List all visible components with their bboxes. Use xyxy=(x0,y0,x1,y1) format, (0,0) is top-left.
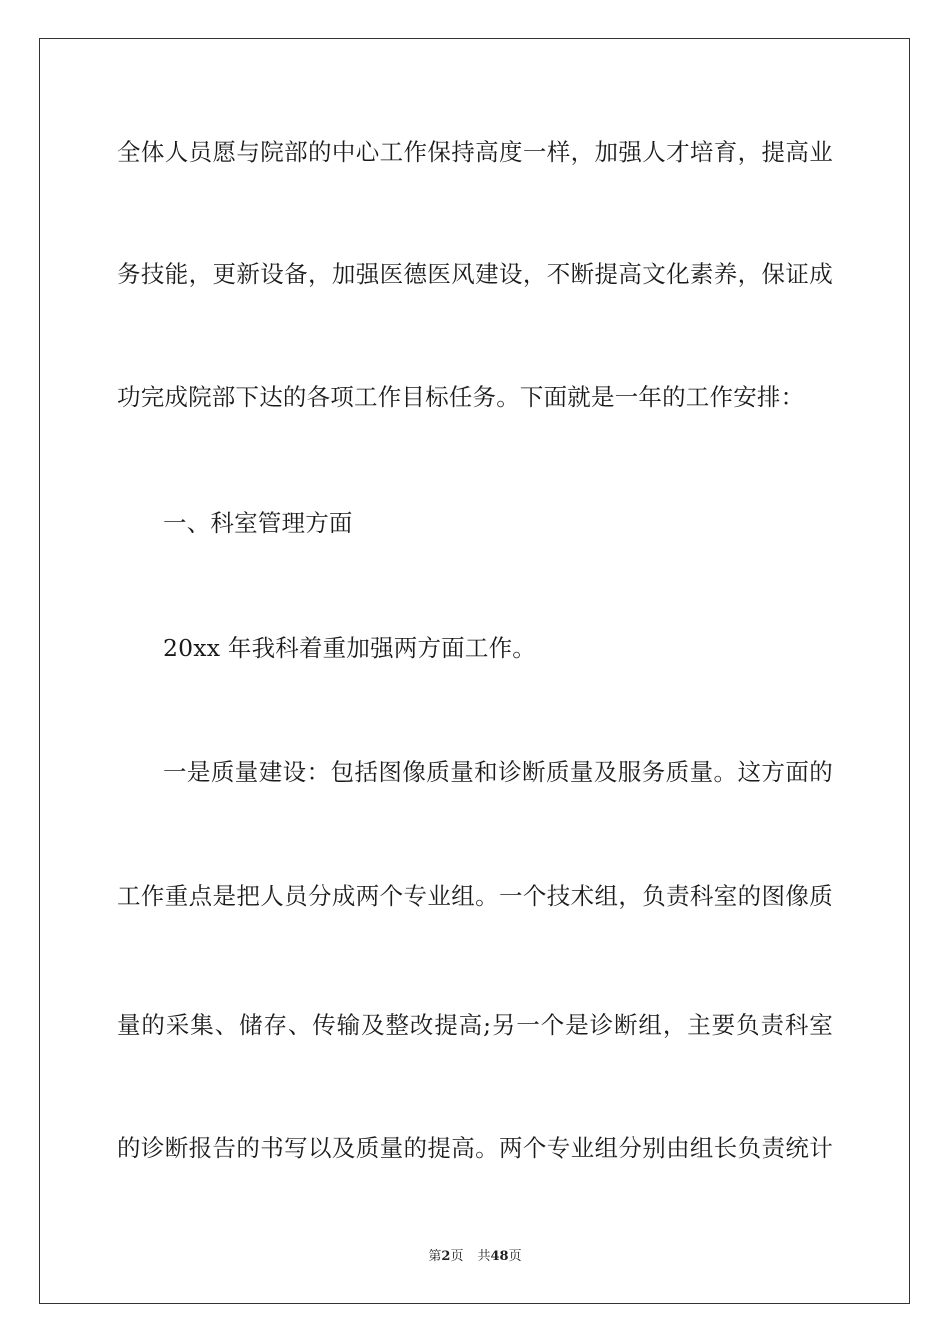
page-suffix: 页 xyxy=(450,1249,464,1264)
body-line-7: 工作重点是把人员分成两个专业组。一个技术组，负责科室的图像质 xyxy=(117,882,833,910)
body-line-6: 一是质量建设：包括图像质量和诊断质量及服务质量。这方面的 xyxy=(163,758,833,786)
body-line-9: 的诊断报告的书写以及质量的提高。两个专业组分别由组长负责统计 xyxy=(117,1134,833,1162)
body-line-8: 量的采集、储存、传输及整改提高;另一个是诊断组，主要负责科室 xyxy=(117,1011,833,1039)
page-number: 2 xyxy=(441,1249,451,1264)
page-border xyxy=(39,38,910,1304)
body-line-1: 全体人员愿与院部的中心工作保持高度一样，加强人才培育，提高业 xyxy=(117,138,833,166)
page-footer xyxy=(0,1248,950,1266)
total-pages: 48 xyxy=(490,1249,509,1264)
total-suffix: 页 xyxy=(508,1249,522,1264)
body-line-3: 功完成院部下达的各项工作目标任务。下面就是一年的工作安排： xyxy=(117,383,805,411)
total-prefix: 共 xyxy=(477,1249,491,1264)
page-prefix: 第 xyxy=(428,1249,442,1264)
section-heading: 一、科室管理方面 xyxy=(163,509,353,537)
body-line-5: 20xx 年我科着重加强两方面工作。 xyxy=(163,634,536,662)
body-line-2: 务技能，更新设备，加强医德医风建设，不断提高文化素养，保证成 xyxy=(117,260,833,288)
